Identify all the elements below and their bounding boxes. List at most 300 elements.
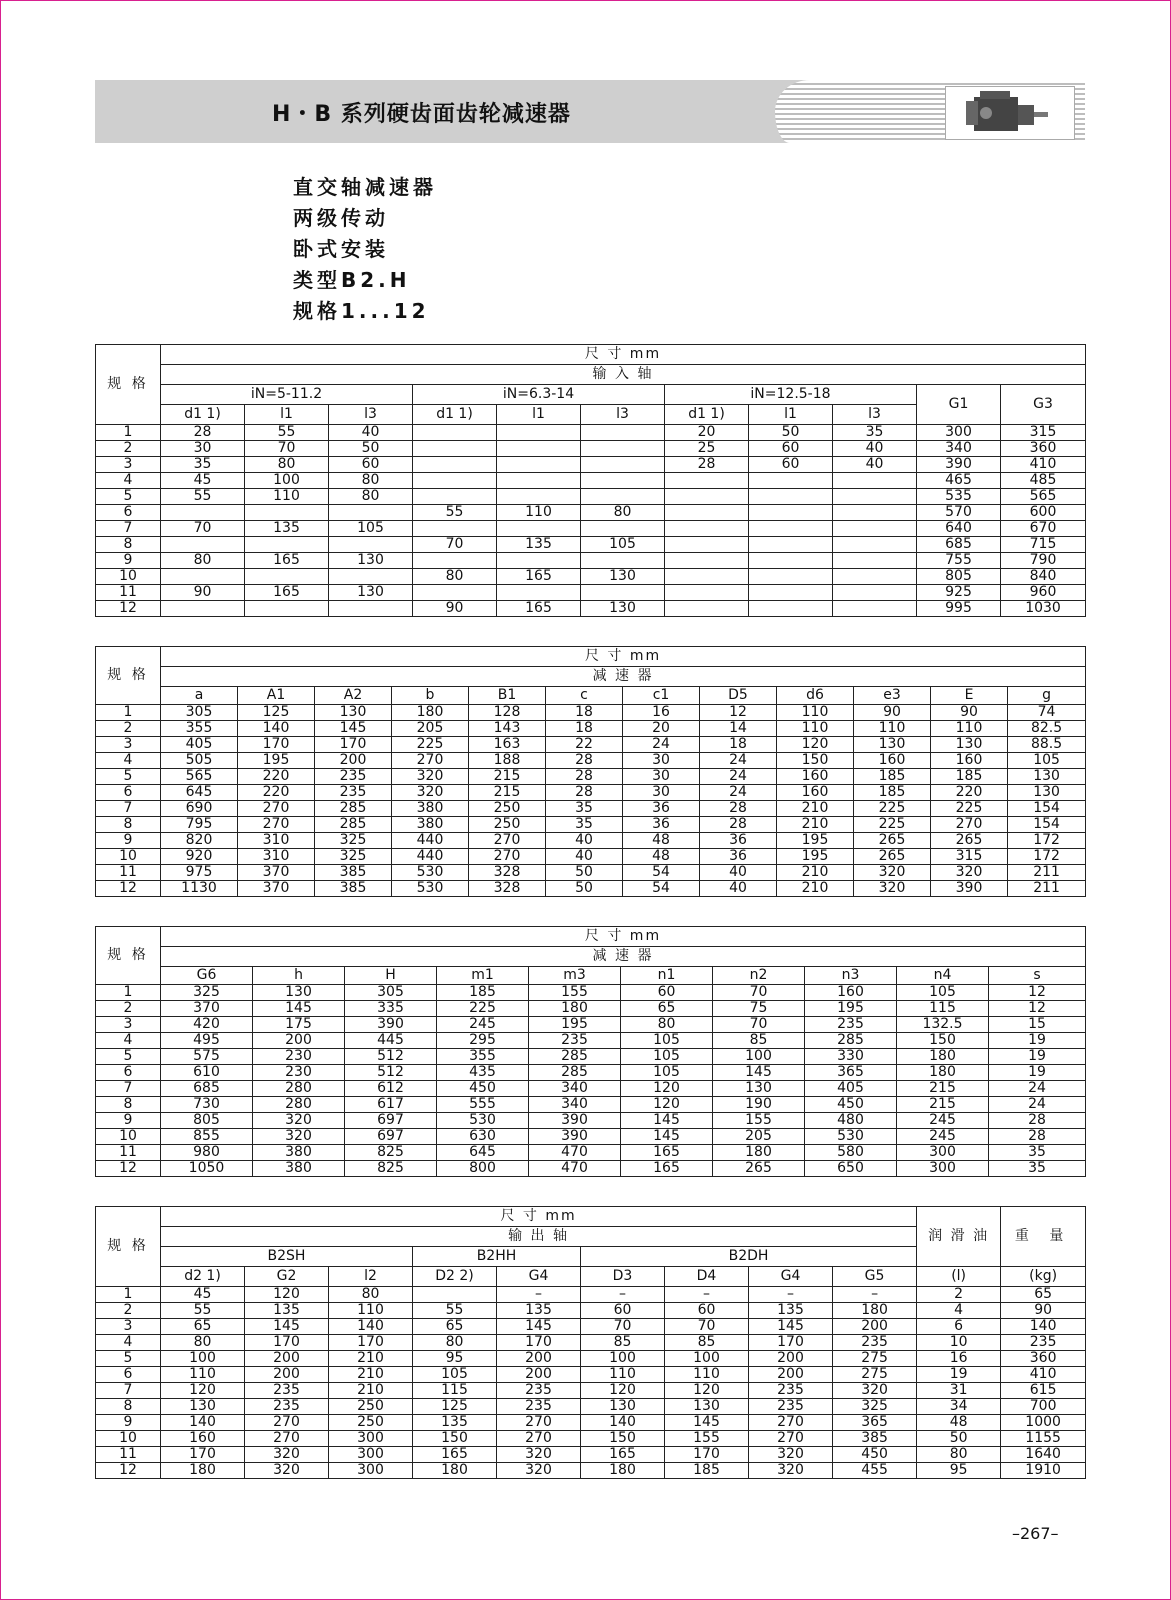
table-cell: 22	[546, 737, 623, 753]
table-cell: 225	[931, 801, 1008, 817]
table-row	[96, 1129, 1086, 1145]
table-cell: 120	[777, 737, 854, 753]
table-cell: –	[833, 1287, 917, 1303]
table-cell	[665, 537, 749, 553]
table-cell: 125	[238, 705, 315, 721]
table-cell: 70	[581, 1319, 665, 1335]
table-cell: 285	[315, 817, 392, 833]
table-cell: 617	[345, 1097, 437, 1113]
table-cell: 120	[621, 1081, 713, 1097]
table-cell: 215	[469, 769, 546, 785]
column-header: G4	[497, 1267, 581, 1287]
table-cell: 305	[161, 705, 238, 721]
table-cell: 35	[833, 425, 917, 441]
column-header: n1	[621, 967, 713, 985]
table-cell: 300	[897, 1145, 989, 1161]
table-cell: 40	[833, 441, 917, 457]
table-row	[96, 1097, 1086, 1113]
table-cell: 320	[253, 1113, 345, 1129]
table-cell: 55	[245, 425, 329, 441]
column-header: n3	[805, 967, 897, 985]
table-cell: 165	[621, 1145, 713, 1161]
table-row	[96, 1145, 1086, 1161]
table-row	[96, 1383, 1086, 1399]
table-cell	[833, 569, 917, 585]
table-cell: 250	[329, 1399, 413, 1415]
table-row	[96, 1287, 1086, 1303]
table-cell: 70	[713, 985, 805, 1001]
table-cell: 180	[161, 1463, 245, 1479]
spec-cell: 12	[96, 1161, 161, 1177]
table-cell	[497, 425, 581, 441]
table-cell: 80	[161, 553, 245, 569]
table-cell: 320	[497, 1447, 581, 1463]
table-cell: 465	[917, 473, 1001, 489]
table-cell: 170	[315, 737, 392, 753]
column-header: c	[546, 687, 623, 705]
table-cell: 1000	[1001, 1415, 1086, 1431]
column-header: G2	[245, 1267, 329, 1287]
table-cell: 615	[1001, 1383, 1086, 1399]
table-cell: 45	[161, 473, 245, 489]
column-header: B1	[469, 687, 546, 705]
ratio-group-header: iN=5-11.2	[161, 385, 413, 405]
table-cell: 335	[345, 1001, 437, 1017]
table-row	[96, 1367, 1086, 1383]
table-cell: 170	[329, 1335, 413, 1351]
table-cell: 390	[917, 457, 1001, 473]
table-cell: 210	[777, 817, 854, 833]
table-cell	[833, 521, 917, 537]
table-cell: 150	[897, 1033, 989, 1049]
table-row	[96, 457, 1086, 473]
table-cell: 135	[497, 1303, 581, 1319]
table-cell: 370	[161, 1001, 253, 1017]
spec-cell: 10	[96, 569, 161, 585]
spec-cell: 3	[96, 457, 161, 473]
table-cell: 505	[161, 753, 238, 769]
model-group-header: B2SH	[161, 1247, 413, 1267]
table-cell: 70	[413, 537, 497, 553]
table-cell: 110	[245, 489, 329, 505]
table-cell: 45	[161, 1287, 245, 1303]
table-cell: 210	[777, 801, 854, 817]
table-cell: 270	[238, 817, 315, 833]
oil-unit: (l)	[917, 1267, 1001, 1287]
table-row	[96, 1001, 1086, 1017]
table-cell: 35	[161, 457, 245, 473]
table-cell: 130	[854, 737, 931, 753]
spec-cell: 1	[96, 425, 161, 441]
table-cell: 270	[497, 1415, 581, 1431]
table-cell: 340	[917, 441, 1001, 457]
table-cell: 270	[931, 817, 1008, 833]
table-row	[96, 1415, 1086, 1431]
table-cell: 36	[623, 801, 700, 817]
table-cell: 28	[700, 801, 777, 817]
table-cell: 195	[777, 849, 854, 865]
table-row	[96, 769, 1086, 785]
table-cell: 485	[1001, 473, 1086, 489]
table-cell: 685	[917, 537, 1001, 553]
table-cell	[833, 489, 917, 505]
table-cell: 54	[623, 881, 700, 897]
table-cell: –	[497, 1287, 581, 1303]
spec-cell: 2	[96, 1303, 161, 1319]
table-row	[96, 817, 1086, 833]
column-header: l1	[749, 405, 833, 425]
table-cell	[581, 585, 665, 601]
table-cell: 110	[497, 505, 581, 521]
table-cell: 135	[245, 521, 329, 537]
spec-cell: 5	[96, 1351, 161, 1367]
table-cell: 170	[665, 1447, 749, 1463]
table-cell: 700	[1001, 1399, 1086, 1415]
table-cell: 280	[253, 1081, 345, 1097]
table-cell: 495	[161, 1033, 253, 1049]
table-cell: 1050	[161, 1161, 253, 1177]
table-cell: 125	[413, 1399, 497, 1415]
spec-cell: 3	[96, 737, 161, 753]
column-header: E	[931, 687, 1008, 705]
spec-cell: 2	[96, 721, 161, 737]
table-cell: 65	[621, 1001, 713, 1017]
table-cell: 235	[749, 1383, 833, 1399]
table-cell: 14	[700, 721, 777, 737]
table-row	[96, 1463, 1086, 1479]
table-cell: 65	[1001, 1287, 1086, 1303]
table-cell: 200	[833, 1319, 917, 1335]
table-cell: 40	[700, 881, 777, 897]
table-cell: 235	[497, 1399, 581, 1415]
table-cell	[665, 489, 749, 505]
table-cell: 285	[805, 1033, 897, 1049]
table-cell: 85	[713, 1033, 805, 1049]
table-cell	[245, 537, 329, 553]
table-row	[96, 473, 1086, 489]
table-row	[96, 1319, 1086, 1335]
table-cell: 28	[546, 753, 623, 769]
table-row	[96, 985, 1086, 1001]
table-cell	[413, 521, 497, 537]
table-cell: 320	[245, 1447, 329, 1463]
table-cell: 195	[805, 1001, 897, 1017]
table-cell: 180	[392, 705, 469, 721]
table-cell: 320	[833, 1383, 917, 1399]
table-cell: 40	[546, 833, 623, 849]
table-cell: 90	[931, 705, 1008, 721]
spec-cell: 8	[96, 817, 161, 833]
table-cell	[581, 553, 665, 569]
table-cell: 120	[581, 1383, 665, 1399]
table-cell: 960	[1001, 585, 1086, 601]
table-cell: 825	[345, 1161, 437, 1177]
table-cell: 975	[161, 865, 238, 881]
page-number: –267–	[1012, 1524, 1059, 1543]
column-header: G5	[833, 1267, 917, 1287]
spec-cell: 3	[96, 1017, 161, 1033]
table-cell: 145	[245, 1319, 329, 1335]
table-row	[96, 1033, 1086, 1049]
column-header: l1	[497, 405, 581, 425]
column-header: G1	[917, 385, 1001, 425]
table-cell: 315	[931, 849, 1008, 865]
table-cell	[329, 601, 413, 617]
table-cell	[497, 489, 581, 505]
table-row	[96, 1335, 1086, 1351]
table-cell: 365	[805, 1065, 897, 1081]
table-cell: 450	[437, 1081, 529, 1097]
model-group-header: B2DH	[581, 1247, 917, 1267]
table-cell: 220	[238, 785, 315, 801]
table-cell: 145	[621, 1129, 713, 1145]
ratio-group-header: iN=6.3-14	[413, 385, 665, 405]
table-cell: 310	[238, 849, 315, 865]
table-cell	[497, 521, 581, 537]
column-header: d6	[777, 687, 854, 705]
spec-cell: 7	[96, 801, 161, 817]
table-cell: 35	[546, 801, 623, 817]
table-cell: 6	[917, 1319, 1001, 1335]
table-cell: 18	[700, 737, 777, 753]
table-row	[96, 753, 1086, 769]
table-cell: 24	[989, 1097, 1086, 1113]
reducer-dimensions-table-1	[95, 646, 1086, 897]
table-cell: 90	[1001, 1303, 1086, 1319]
table-cell: 295	[437, 1033, 529, 1049]
table-cell: 612	[345, 1081, 437, 1097]
table-cell: 315	[1001, 425, 1086, 441]
table-cell	[161, 601, 245, 617]
table-cell: 300	[917, 425, 1001, 441]
title-banner	[95, 80, 1085, 143]
table-cell	[581, 473, 665, 489]
table-cell	[161, 569, 245, 585]
table-cell: 215	[897, 1081, 989, 1097]
table-cell: 130	[1008, 769, 1086, 785]
column-header: n2	[713, 967, 805, 985]
table-cell: 48	[623, 833, 700, 849]
table-cell: 225	[854, 801, 931, 817]
table-cell	[413, 473, 497, 489]
table-row	[96, 1351, 1086, 1367]
table-cell	[665, 521, 749, 537]
column-header: n4	[897, 967, 989, 985]
table-cell: 28	[665, 457, 749, 473]
spec-cell: 8	[96, 1399, 161, 1415]
table-row	[96, 737, 1086, 753]
table-cell: 10	[917, 1335, 1001, 1351]
table-cell: 190	[713, 1097, 805, 1113]
table-row	[96, 785, 1086, 801]
table-cell: 28	[989, 1113, 1086, 1129]
table-cell: 130	[253, 985, 345, 1001]
table-cell: 60	[329, 457, 413, 473]
table-cell: 40	[700, 865, 777, 881]
spec-cell: 11	[96, 1145, 161, 1161]
table-cell: –	[749, 1287, 833, 1303]
table-cell: 450	[805, 1097, 897, 1113]
spec-cell: 5	[96, 769, 161, 785]
table-cell: 105	[897, 985, 989, 1001]
table-cell: 211	[1008, 865, 1086, 881]
table-cell: 455	[833, 1463, 917, 1479]
table-cell: 1910	[1001, 1463, 1086, 1479]
table-cell: 365	[833, 1415, 917, 1431]
table-cell: 300	[329, 1431, 413, 1447]
table-cell: 16	[623, 705, 700, 721]
spec-cell: 8	[96, 537, 161, 553]
table-cell: 512	[345, 1049, 437, 1065]
table-cell: 530	[437, 1113, 529, 1129]
table-cell: 82.5	[1008, 721, 1086, 737]
column-header: l3	[581, 405, 665, 425]
table-cell: 130	[713, 1081, 805, 1097]
table-cell: 925	[917, 585, 1001, 601]
table-cell: 25	[665, 441, 749, 457]
subtitle-type: 类型B2.H	[293, 268, 411, 292]
column-header: D5	[700, 687, 777, 705]
table-cell	[581, 425, 665, 441]
table-cell: 320	[749, 1447, 833, 1463]
table-cell: 70	[713, 1017, 805, 1033]
table-cell: 180	[897, 1065, 989, 1081]
table-cell	[497, 473, 581, 489]
table-cell: 110	[777, 721, 854, 737]
table-cell	[329, 569, 413, 585]
table-cell: 145	[497, 1319, 581, 1335]
input-shaft-table	[95, 344, 1086, 617]
table-cell: 275	[833, 1351, 917, 1367]
table-cell: 65	[161, 1319, 245, 1335]
column-header: G3	[1001, 385, 1086, 425]
table-cell: 163	[469, 737, 546, 753]
table-cell: 35	[989, 1145, 1086, 1161]
table-cell: 1640	[1001, 1447, 1086, 1463]
table-cell: 225	[437, 1001, 529, 1017]
table-cell: 600	[1001, 505, 1086, 521]
table-cell: 697	[345, 1113, 437, 1129]
table-cell: 160	[854, 753, 931, 769]
table-row	[96, 505, 1086, 521]
table-cell: 80	[329, 1287, 413, 1303]
column-header: G6	[161, 967, 253, 985]
spec-cell: 7	[96, 1383, 161, 1399]
table-cell: 165	[497, 569, 581, 585]
table-cell: 35	[989, 1161, 1086, 1177]
spec-cell: 6	[96, 505, 161, 521]
table-cell: 225	[854, 817, 931, 833]
table-cell	[413, 457, 497, 473]
column-header: a	[161, 687, 238, 705]
table-cell: 650	[805, 1161, 897, 1177]
spec-cell: 4	[96, 473, 161, 489]
table-cell: 805	[161, 1113, 253, 1129]
table-cell: 70	[665, 1319, 749, 1335]
column-header: D3	[581, 1267, 665, 1287]
weight-unit: (kg)	[1001, 1267, 1086, 1287]
table-cell	[749, 553, 833, 569]
table-cell: 270	[469, 833, 546, 849]
table-cell: 480	[805, 1113, 897, 1129]
table-cell: 120	[665, 1383, 749, 1399]
table-cell: 185	[931, 769, 1008, 785]
table-cell: 165	[497, 601, 581, 617]
table-cell: 130	[581, 1399, 665, 1415]
table-cell: 55	[413, 1303, 497, 1319]
table-cell: 100	[245, 473, 329, 489]
table-cell: 145	[621, 1113, 713, 1129]
table-row	[96, 1113, 1086, 1129]
table-cell: 235	[497, 1383, 581, 1399]
table-cell: 320	[497, 1463, 581, 1479]
table-cell: 80	[581, 505, 665, 521]
spec-cell: 1	[96, 705, 161, 721]
table-cell: 320	[931, 865, 1008, 881]
table-cell: 55	[161, 1303, 245, 1319]
table-cell: 115	[897, 1001, 989, 1017]
table-cell: 145	[315, 721, 392, 737]
table-cell	[749, 473, 833, 489]
table-cell: 210	[777, 881, 854, 897]
table-cell: 135	[245, 1303, 329, 1319]
column-header: A2	[315, 687, 392, 705]
table-cell	[413, 425, 497, 441]
table-cell: 150	[581, 1431, 665, 1447]
table-cell: 300	[329, 1447, 413, 1463]
table-cell: 172	[1008, 849, 1086, 865]
table-cell: 320	[392, 769, 469, 785]
table-cell	[329, 505, 413, 521]
table-cell	[245, 505, 329, 521]
table-cell: 360	[1001, 441, 1086, 457]
table-cell: 36	[623, 817, 700, 833]
table-cell	[833, 601, 917, 617]
subtitle-sizes: 规格1...12	[293, 299, 430, 323]
table-row	[96, 521, 1086, 537]
table-cell	[749, 489, 833, 505]
table-cell: 200	[253, 1033, 345, 1049]
table-cell: 100	[713, 1049, 805, 1065]
table-cell: 28	[546, 785, 623, 801]
table-cell: 70	[245, 441, 329, 457]
table-cell: 19	[989, 1065, 1086, 1081]
table-cell	[413, 441, 497, 457]
table-cell	[833, 505, 917, 521]
table-cell: 165	[621, 1161, 713, 1177]
table-cell: 130	[1008, 785, 1086, 801]
table-cell: 143	[469, 721, 546, 737]
table-cell: 180	[833, 1303, 917, 1319]
table-cell: 235	[805, 1017, 897, 1033]
table-cell: 60	[581, 1303, 665, 1319]
table-cell: 20	[665, 425, 749, 441]
table-cell: 110	[854, 721, 931, 737]
table-cell: 154	[1008, 817, 1086, 833]
column-header: l1	[245, 405, 329, 425]
table-cell: 270	[245, 1431, 329, 1447]
table-cell	[665, 601, 749, 617]
spec-cell: 3	[96, 1319, 161, 1335]
table-cell: 235	[749, 1399, 833, 1415]
table-cell: 265	[713, 1161, 805, 1177]
spec-cell: 6	[96, 1065, 161, 1081]
table-cell: 140	[1001, 1319, 1086, 1335]
table-cell: 170	[161, 1447, 245, 1463]
table-cell	[749, 521, 833, 537]
spec-cell: 2	[96, 441, 161, 457]
table-cell: 28	[700, 817, 777, 833]
